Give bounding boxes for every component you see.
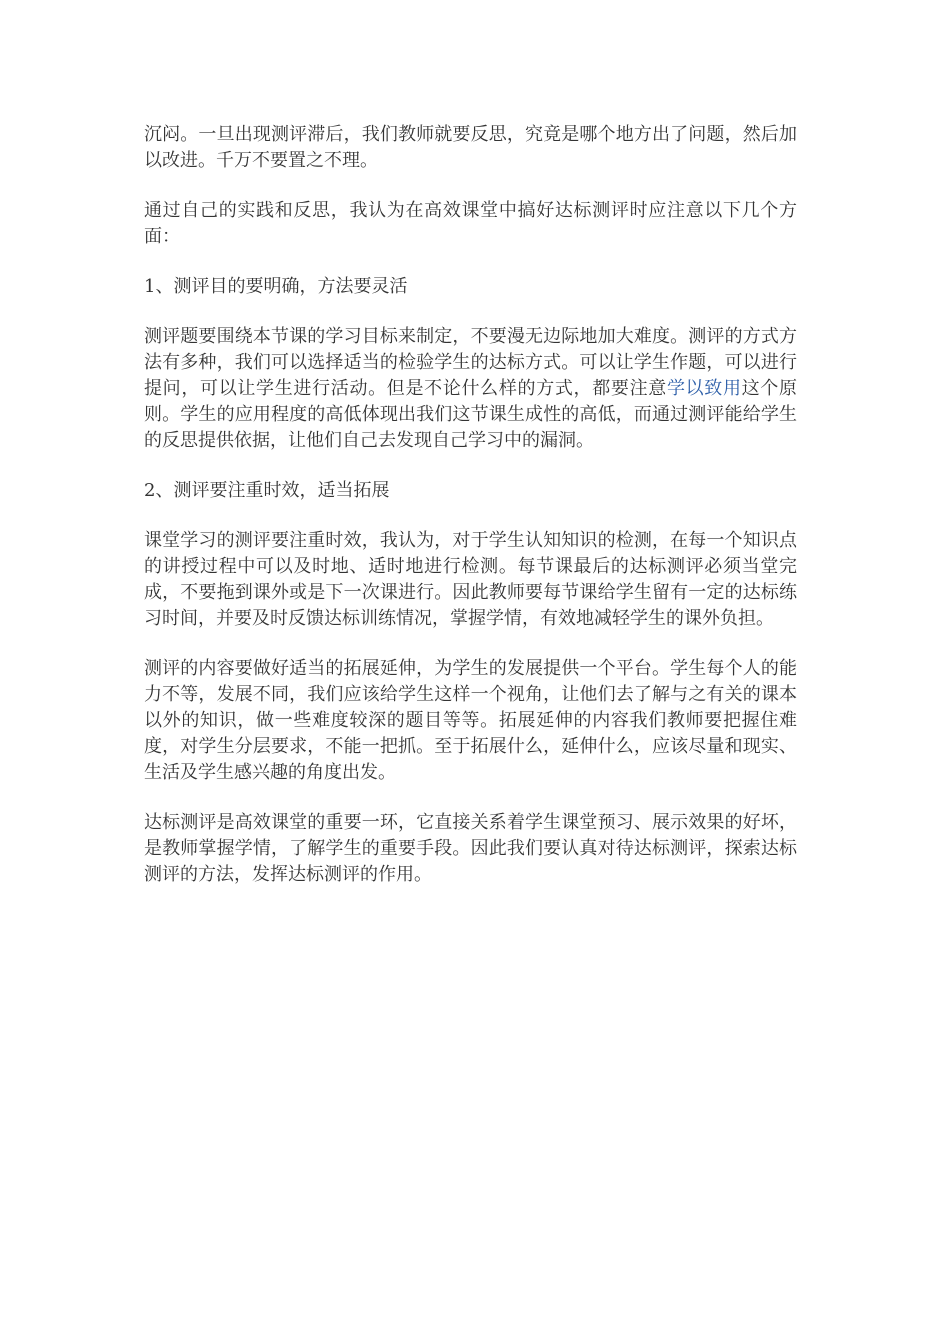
paragraph-1: 沉闷。一旦出现测评滞后，我们教师就要反思，究竟是哪个地方出了问题，然后加以改进。千万不要置之不理。: [144, 124, 797, 171]
paragraph-5: 测评的内容要做好适当的拓展延伸，为学生的发展提供一个平台。学生每个人的能力不等，发展不同，我们应该给学生这样一个视角，让他们去了解与之有关的课本以外的知识，做一些难度较深的题目等等。拓展延伸的内容我们教师要把握住难度，对学生分层要求，不能一把抓。至于拓展什么，延伸什么，应该尽量和现实、生活及学生感兴趣的角度出发。: [144, 658, 797, 783]
document-body: [144, 122, 797, 912]
link-xue-yi-zhi-yong[interactable]: 学以致用: [666, 378, 742, 399]
paragraph-3-text-after-link: 这个原则。学生的应用程度的高低体现出我们这节课生成性的高低，而通过测评能给学生的反思提供依据，让他们自己去发现自己学习中的漏洞。: [144, 378, 798, 451]
paragraph-3-text-before-link: 测评题要围绕本节课的学习目标来制定，不要漫无边际地加大难度。测评的方式方法有多种，我们可以选择适当的检验学生的达标方式。可以让学生作题，可以进行提问，可以让学生进行活动。但是不论什么样的方式，都要注意: [144, 326, 797, 399]
paragraph-3: [144, 324, 797, 454]
section-heading-2: 2、测评要注重时效，适当拓展: [144, 480, 390, 501]
paragraph-2: 通过自己的实践和反思，我认为在高效课堂中搞好达标测评时应注意以下几个方面：: [144, 200, 797, 247]
paragraph-6: 达标测评是高效课堂的重要一环，它直接关系着学生课堂预习、展示效果的好坏，是教师掌握学情，了解学生的重要手段。因此我们要认真对待达标测评，探索达标测评的方法，发挥达标测评的作用。: [144, 812, 797, 885]
section-heading-1: 1、测评目的要明确，方法要灵活: [144, 276, 408, 297]
paragraph-4: 课堂学习的测评要注重时效，我认为，对于学生认知知识的检测，在每一个知识点的讲授过程中可以及时地、适时地进行检测。每节课最后的达标测评必须当堂完成，不要拖到课外或是下一次课进行。因此教师要每节课给学生留有一定的达标练习时间，并要及时反馈达标训练情况，掌握学情，有效地减轻学生的课外负担。: [144, 530, 797, 629]
